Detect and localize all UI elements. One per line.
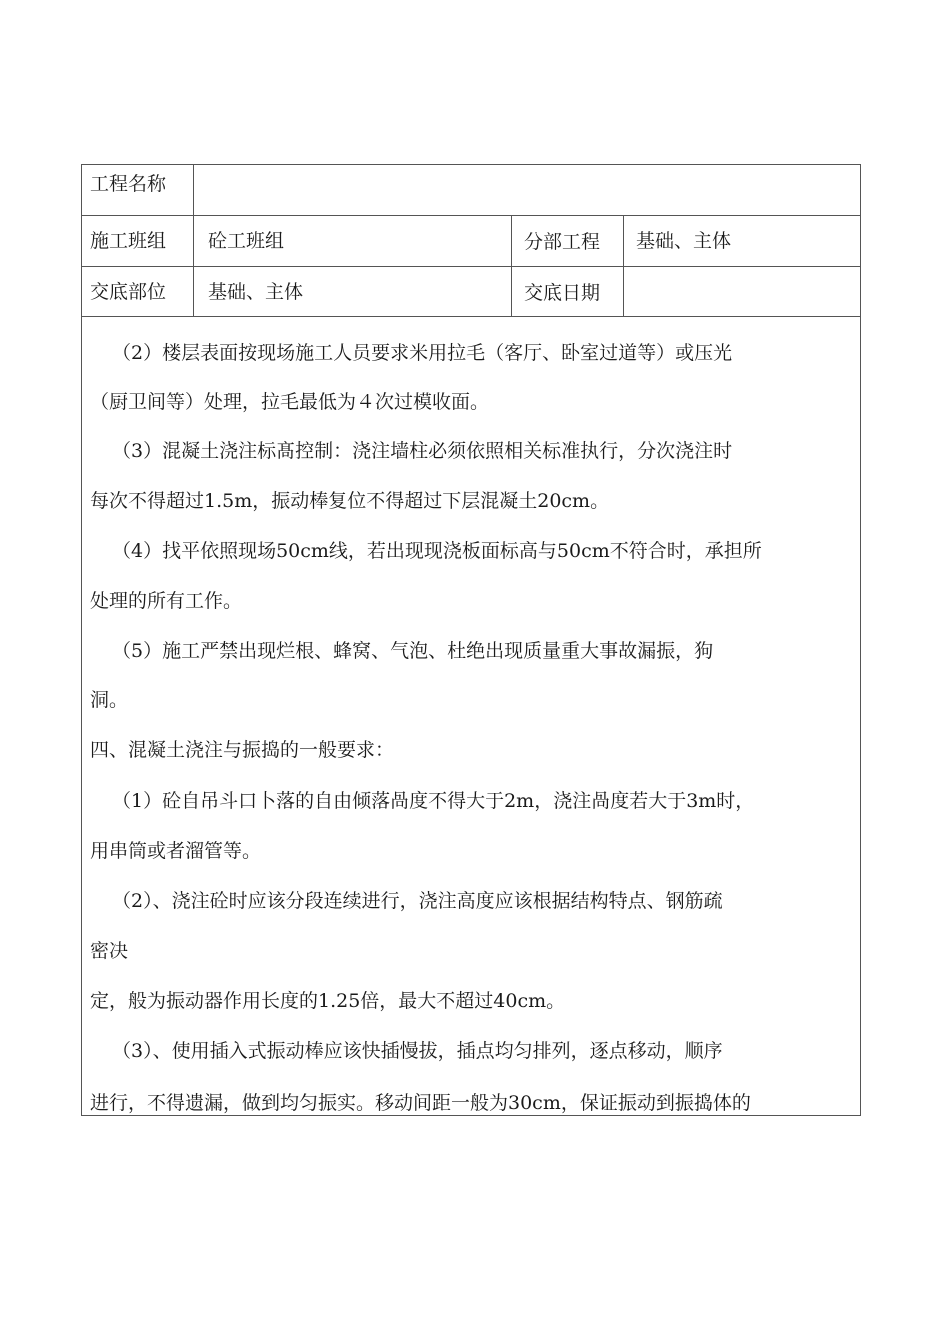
content-line: （厨卫间等）处理，拉毛最低为４次过模收面。 <box>90 391 490 413</box>
team-label-cell <box>82 216 193 266</box>
location-label: 交底部位 <box>90 281 167 303</box>
content-line: （2）楼层表面按现场施工人员要求米用拉毛（客厅、卧室过道等）或压光 <box>112 342 733 364</box>
content-line: 洞。 <box>90 689 129 711</box>
location-value: 基础、主体 <box>208 281 304 303</box>
team-value-cell <box>193 216 511 266</box>
content-line: （3）、使用插入式振动棒应该快插慢拔，插点均匀排列，逐点移动，顺序 <box>112 1040 723 1062</box>
content-line: 处理的所有工作。 <box>90 590 243 612</box>
date-label: 交底日期 <box>524 282 601 304</box>
division-label: 分部工程 <box>524 231 601 253</box>
location-value-cell <box>193 267 511 316</box>
content-line: （5）施工严禁出现烂根、蜂窝、气泡、杜绝出现质量重大事故漏振，狗 <box>112 640 714 662</box>
division-value-cell <box>623 216 861 266</box>
content-line: 定，般为振动器作用长度的1.25倍，最大不超过40cm。 <box>90 990 566 1012</box>
disclosure-form-table <box>81 164 861 1116</box>
location-label-cell <box>82 267 193 316</box>
section-heading: 四、混凝土浇注与振捣的一般要求： <box>90 739 395 761</box>
content-line: 每次不得超过1.5m，振动棒复位不得超过下层混凝土20cm。 <box>90 490 610 512</box>
team-value: 砼工班组 <box>208 230 285 252</box>
content-line: （4）找平依照现场50cm线，若出现现浇板面标高与50cm不符合时，承担所 <box>112 540 762 562</box>
date-value-cell <box>623 267 861 316</box>
team-label: 施工班组 <box>90 230 167 252</box>
row-location <box>82 267 860 317</box>
content-line-cut-off: 进行，不得遗漏，做到均匀振实。移动间距一般为30cm，保证振动到振捣体的 <box>90 1092 751 1114</box>
content-line: （1）砼自吊斗口卜落的自由倾落咼度不得大于2m，浇注咼度若大于3m时， <box>112 790 755 812</box>
division-label-cell <box>511 216 623 266</box>
content-line: 用串筒或者溜管等。 <box>90 840 262 862</box>
division-value: 基础、主体 <box>636 230 732 252</box>
date-label-cell <box>511 267 623 316</box>
project-name-value-cell <box>193 165 861 215</box>
project-name-label-cell <box>82 165 193 215</box>
content-line: （3）混凝土浇注标髙控制：浇注墙柱必须依照相关标准执行，分次浇注时 <box>112 440 733 462</box>
project-name-label: 工程名称 <box>90 173 167 195</box>
content-line: 密决 <box>90 940 129 962</box>
content-line: （2）、浇注砼时应该分段连续进行，浇注高度应该根据结构特点、钢筋疏 <box>112 890 723 912</box>
row-team <box>82 216 860 267</box>
row-project-name <box>82 165 860 216</box>
